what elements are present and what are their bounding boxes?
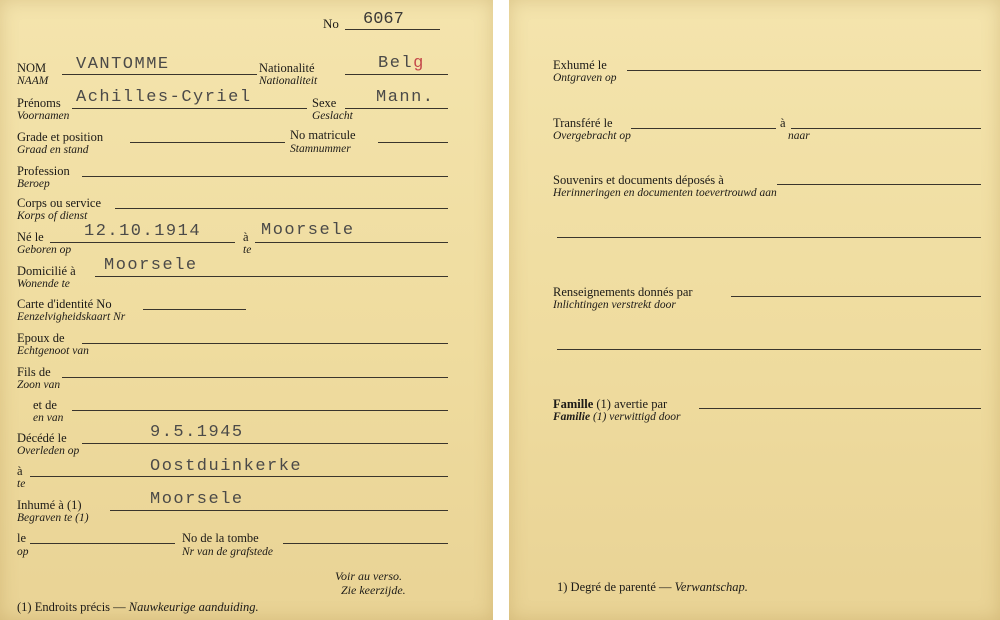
number-label: No [323,16,339,31]
nom-line [62,74,257,75]
nationalite-label: Nationalité [259,61,315,75]
famille-label [553,397,667,411]
fils-line [62,377,448,378]
nom-label: NOM [17,61,47,75]
front-card [0,0,493,620]
a-death-line [30,476,448,477]
souvenirs-label: Souvenirs et documents déposés à [553,173,724,187]
epoux-line [82,343,448,344]
exhume-line [627,70,981,71]
prenoms-label: Prénoms [17,96,61,110]
transfere-label: Transféré le [553,116,613,130]
carte-line [143,309,246,310]
nom-value: VANTOMME [76,55,170,74]
a-birth-label: à [243,230,249,244]
tombe-line [283,543,448,544]
matricule-label: No matricule [290,128,356,142]
famille-rest: (1) avertie par [596,397,668,411]
ne-le-value: 12.10.1914 [84,222,202,241]
famille-bold: Famille [553,397,594,411]
tombe-label: No de la tombe [182,531,259,545]
ontgraven-label: Ontgraven op [553,72,617,84]
renseignements-line-2 [557,349,981,350]
te-birth-label: te [243,244,252,256]
te-death-label: te [17,478,26,490]
domicile-value: Moorsele [104,256,198,275]
number-line [345,29,440,30]
prenoms-value: Achilles-Cyriel [76,88,252,107]
souvenirs-line-2 [557,237,981,238]
graad-label: Graad en stand [17,144,89,156]
familie-rest: (1) verwittigd door [592,411,681,423]
zie-keerzijde-label: Zie keerzijde. [341,583,406,597]
voir-verso-label: Voir au verso. [335,569,402,583]
epoux-label: Epoux de [17,331,65,345]
eenzelvigheidskaart-label: Eenzelvigheidskaart Nr [17,311,126,323]
decede-value: 9.5.1945 [150,423,244,442]
korps-label: Korps of dienst [17,210,88,222]
footnote-left-fr: (1) Endroits précis — [17,600,126,614]
a-birth-line [255,242,448,243]
geboren-label: Geboren op [17,244,72,256]
le-label: le [17,531,27,545]
le-line [30,543,175,544]
geslacht-label: Geslacht [312,110,353,122]
echtgenoot-label: Echtgenoot van [17,345,89,357]
sexe-line [345,108,448,109]
a-birth-value: Moorsele [261,221,355,240]
wonende-label: Wonende te [17,278,70,290]
inlichtingen-label: Inlichtingen verstrekt door [553,299,676,311]
op-label: op [17,546,29,558]
decede-label: Décédé le [17,431,67,445]
carte-label: Carte d'identité No [17,297,112,311]
profession-line [82,176,448,177]
en-van-label: en van [33,412,64,424]
domicile-line [95,276,448,277]
famille-line [699,408,981,409]
overgebracht-label: Overgebracht op [553,130,631,142]
nationalite-value: Belg [378,54,425,73]
grade-label: Grade et position [17,130,104,144]
naar-label: naar [788,130,810,142]
stamnummer-label: Stamnummer [290,143,351,155]
footnote-right-fr: 1) Degré de parenté — [557,580,672,594]
decede-line [82,443,448,444]
corps-label: Corps ou service [17,196,102,210]
ne-le-label: Né le [17,230,44,244]
transfere-a-label: à [780,116,786,130]
begraven-label: Begraven te (1) [17,512,89,524]
grade-line [130,142,285,143]
familie-label [553,411,680,424]
et-de-line [72,410,448,411]
sexe-value: Mann. [376,88,435,107]
inhume-line [110,510,448,511]
card-separator [493,0,509,620]
a-death-value: Oostduinkerke [150,457,303,476]
souvenirs-line [777,184,981,185]
footnote-right [557,580,748,594]
exhume-label: Exhumé le [553,58,607,72]
footnote-right-nl: Verwantschap. [674,580,748,594]
ne-le-line [50,242,235,243]
inhume-value: Moorsele [150,490,244,509]
transfere-a-line [791,128,981,129]
voornamen-label: Voornamen [17,110,70,122]
matricule-line [378,142,448,143]
nationalite-line [345,74,448,75]
domicile-label: Domicilié à [17,264,76,278]
familie-bold: Familie [553,411,591,423]
renseignements-line [731,296,981,297]
sexe-label: Sexe [312,96,337,110]
a-death-label: à [17,464,23,478]
naam-label: NAAM [17,75,49,87]
herinneringen-label: Herinneringen en documenten toevertrouwd aan [553,187,777,199]
profession-label: Profession [17,164,70,178]
fils-label: Fils de [17,365,51,379]
inhume-label: Inhumé à (1) [17,498,82,512]
renseignements-label: Renseignements donnés par [553,285,693,299]
grafstede-label: Nr van de grafstede [182,546,274,558]
nationaliteit-label: Nationaliteit [259,75,318,87]
beroep-label: Beroep [17,178,50,190]
footnote-left [17,600,259,614]
number-value: 6067 [363,10,404,29]
zoon-label: Zoon van [17,379,61,391]
transfere-line [631,128,776,129]
et-de-label: et de [33,398,57,412]
corps-line [115,208,448,209]
footnote-left-nl: Nauwkeurige aanduiding. [128,600,259,614]
back-card [509,0,1000,620]
overleden-label: Overleden op [17,445,80,457]
prenoms-line [72,108,307,109]
